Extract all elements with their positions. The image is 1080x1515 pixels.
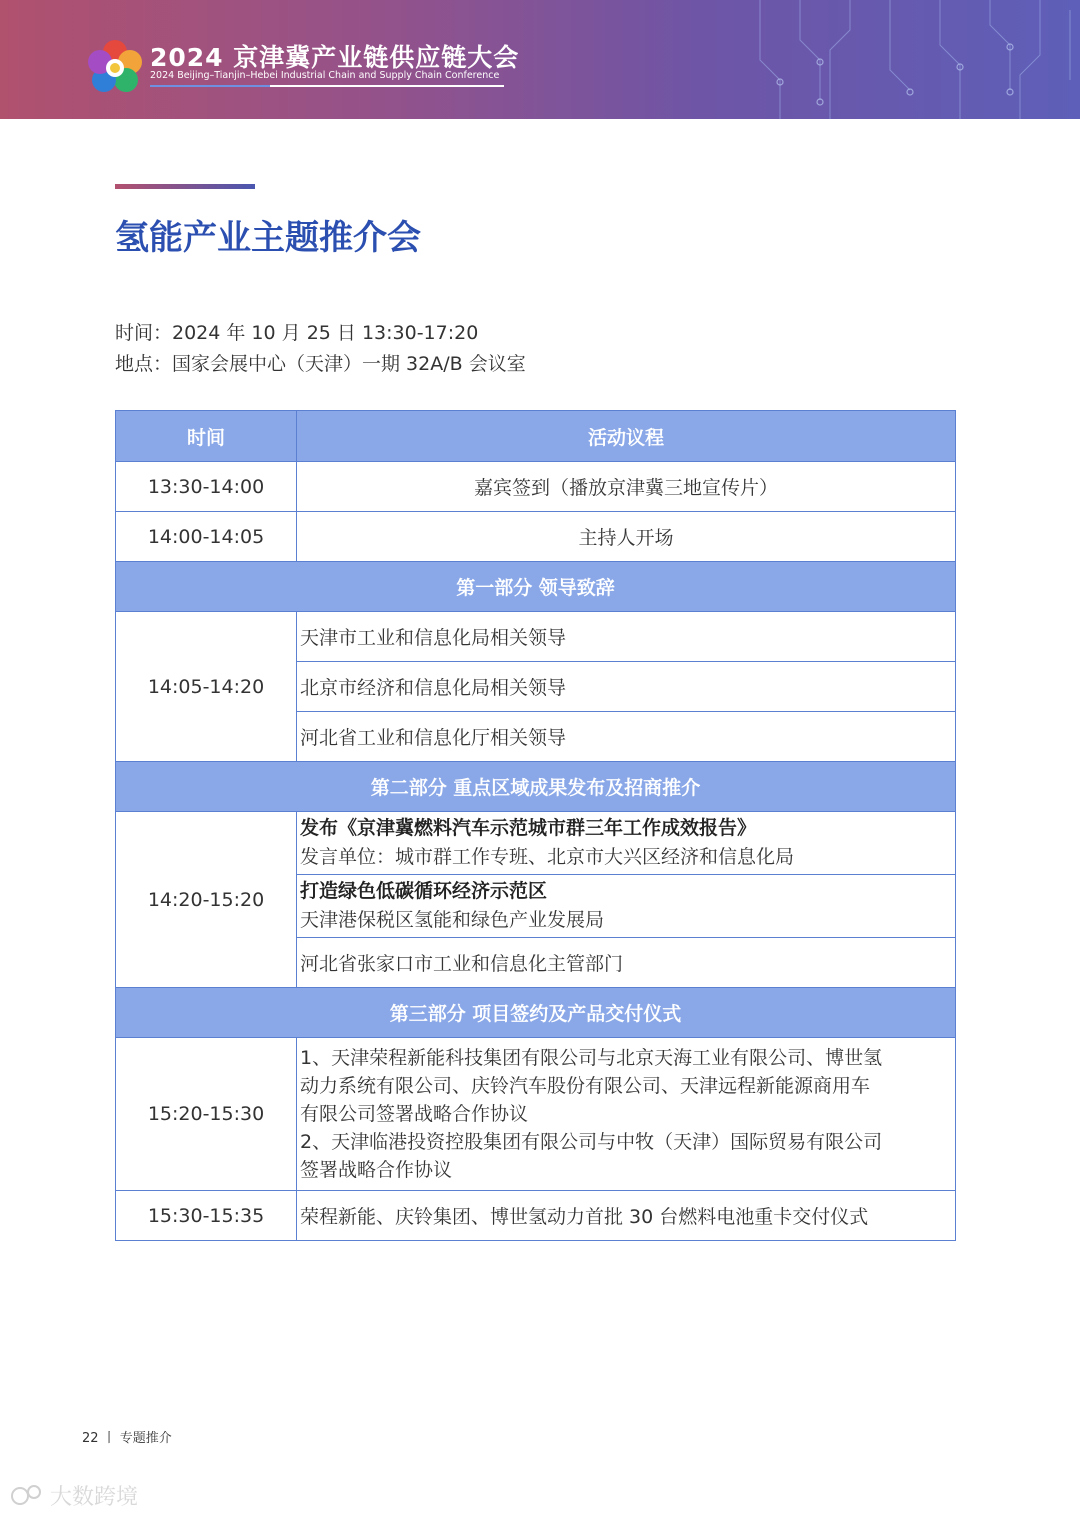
page-footer: 22 丨 专题推介 <box>82 1431 172 1446</box>
section-accent-bar <box>115 184 255 189</box>
agenda-program <box>297 812 956 875</box>
agenda-program: 主持人开场 <box>297 512 956 562</box>
page-title: 氢能产业主题推介会 <box>115 218 421 258</box>
agenda-time: 15:20-15:30 <box>116 1038 297 1191</box>
agenda-program <box>297 1038 956 1191</box>
program-title: 打造绿色低碳循环经济示范区 <box>300 880 548 902</box>
agenda-row <box>116 512 956 562</box>
flower-logo-icon <box>86 38 144 96</box>
agenda-time: 13:30-14:00 <box>116 462 297 512</box>
agenda-program: 河北省张家口市工业和信息化主管部门 <box>297 938 956 988</box>
conference-title: 2024 京津冀产业链供应链大会 <box>150 43 520 72</box>
signing-line: 有限公司签署战略合作协议 <box>300 1103 529 1125</box>
program-detail: 天津港保税区氢能和绿色产业发展局 <box>300 909 605 931</box>
section-title: 第一部分 领导致辞 <box>116 562 956 612</box>
agenda-row <box>116 612 956 662</box>
agenda-header-row <box>116 411 956 462</box>
program-detail: 发言单位：城市群工作专班、北京市大兴区经济和信息化局 <box>300 846 795 868</box>
signing-line: 签署战略合作协议 <box>300 1159 453 1181</box>
agenda-time: 14:20-15:20 <box>116 812 297 988</box>
agenda-row <box>116 1038 956 1191</box>
agenda-row <box>116 812 956 875</box>
section-title: 第三部分 项目签约及产品交付仪式 <box>116 988 956 1038</box>
column-header-time: 时间 <box>116 411 297 462</box>
agenda-program: 天津市工业和信息化局相关领导 <box>297 612 956 662</box>
section-row-part3 <box>116 988 956 1038</box>
agenda-row <box>116 1191 956 1241</box>
watermark-logo-icon <box>10 1482 50 1508</box>
agenda-time: 15:30-15:35 <box>116 1191 297 1241</box>
event-location: 地点：国家会展中心（天津）一期 32A/B 会议室 <box>115 353 526 375</box>
signing-line: 1、天津荣程新能科技集团有限公司与北京天海工业有限公司、博世氢 <box>300 1047 883 1069</box>
circuit-pattern-decoration <box>740 0 1080 119</box>
agenda-program <box>297 875 956 938</box>
agenda-program: 河北省工业和信息化厅相关领导 <box>297 712 956 762</box>
signing-line: 动力系统有限公司、庆铃汽车股份有限公司、天津远程新能源商用车 <box>300 1075 871 1097</box>
section-row-part1 <box>116 562 956 612</box>
section-title: 第二部分 重点区域成果发布及招商推介 <box>116 762 956 812</box>
header-banner <box>0 0 1080 119</box>
agenda-program: 荣程新能、庆铃集团、博世氢动力首批 30 台燃料电池重卡交付仪式 <box>297 1191 956 1241</box>
conference-subtitle: 2024 Beijing–Tianjin–Hebei Industrial Chain and Supply Chain Conference <box>150 70 500 81</box>
agenda-program: 嘉宾签到（播放京津冀三地宣传片） <box>297 462 956 512</box>
title-underline-accent <box>150 85 270 87</box>
agenda-time: 14:00-14:05 <box>116 512 297 562</box>
column-header-program: 活动议程 <box>297 411 956 462</box>
event-time: 时间：2024 年 10 月 25 日 13:30-17:20 <box>115 322 479 344</box>
agenda-table <box>115 410 956 1241</box>
agenda-time: 14:05-14:20 <box>116 612 297 762</box>
agenda-row <box>116 462 956 512</box>
program-title: 发布《京津冀燃料汽车示范城市群三年工作成效报告》 <box>300 817 757 839</box>
agenda-program: 北京市经济和信息化局相关领导 <box>297 662 956 712</box>
watermark-text: 大数跨境 <box>50 1485 139 1510</box>
signing-line: 2、天津临港投资控股集团有限公司与中牧（天津）国际贸易有限公司 <box>300 1131 883 1153</box>
section-row-part2 <box>116 762 956 812</box>
